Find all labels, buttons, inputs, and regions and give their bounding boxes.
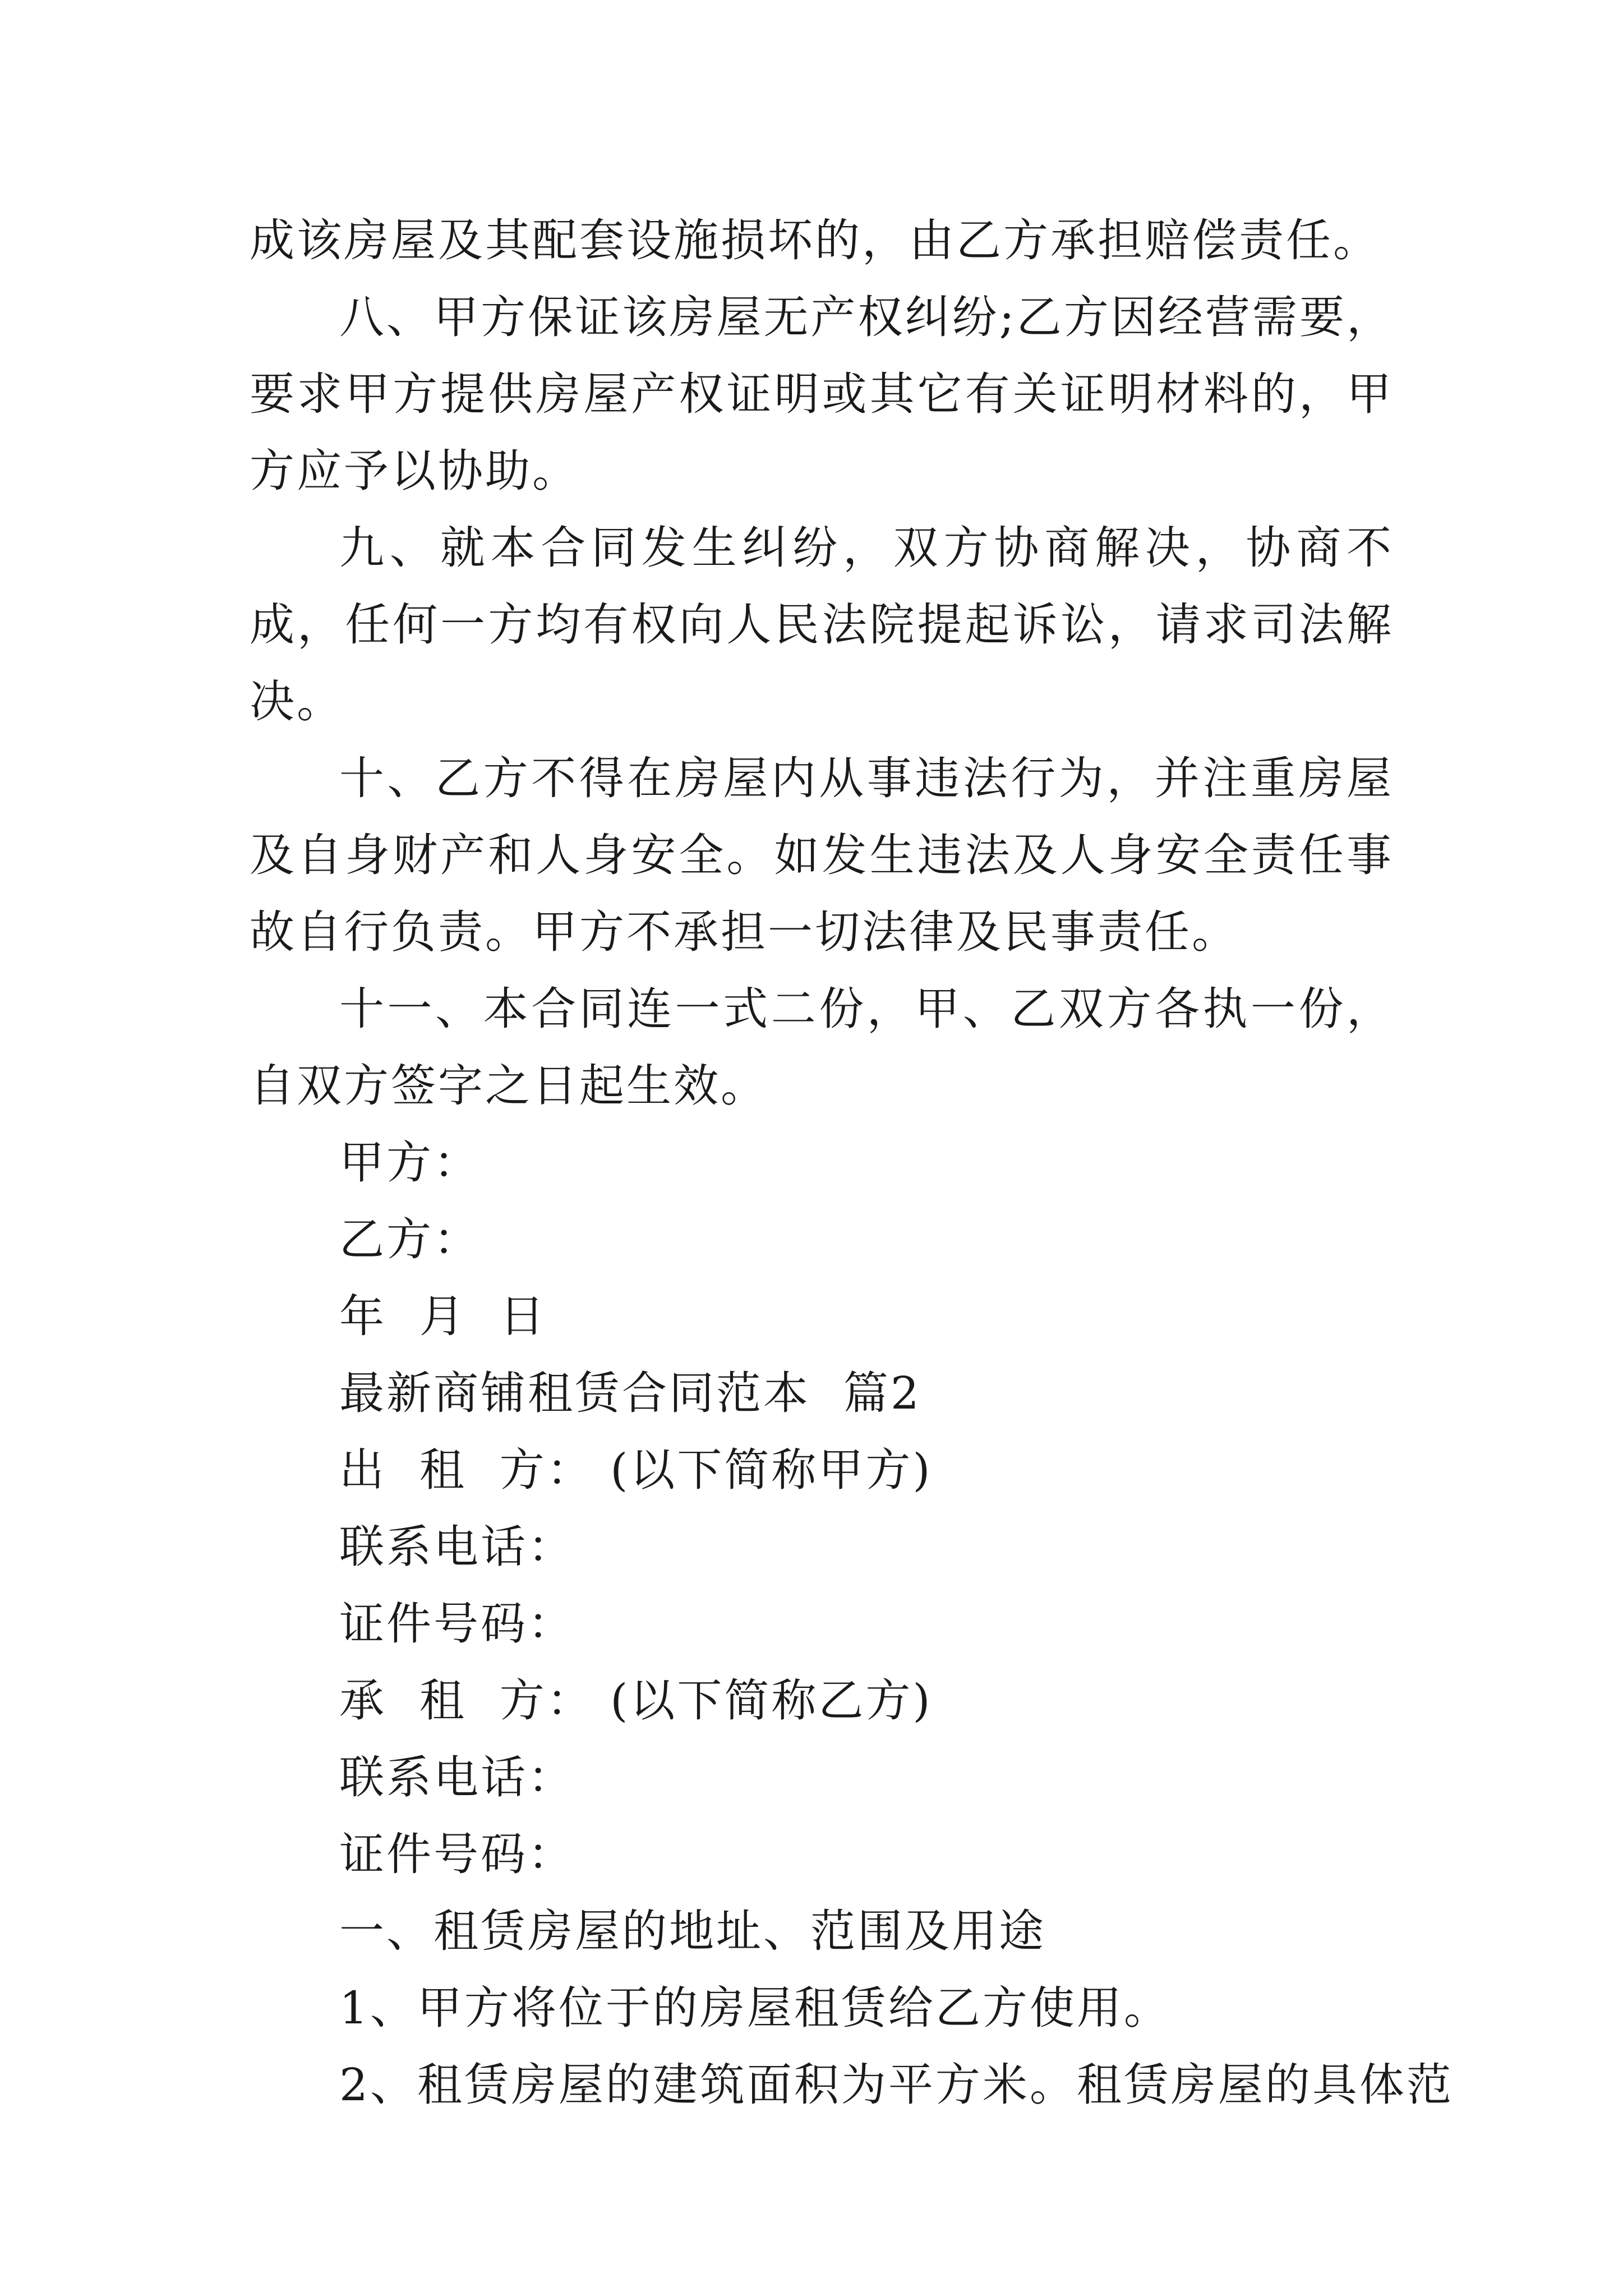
signature-date: 年 月 日 — [339, 1290, 547, 1342]
lessee-line: 承 租 方： (以下简称乙方) — [339, 1674, 933, 1727]
clause-1-item-1: 1、甲方将位于的房屋租赁给乙方使用。 — [339, 1982, 1171, 2034]
lessor-line: 出 租 方： (以下简称甲方) — [339, 1444, 933, 1496]
clause-10: 十、乙方不得在房屋内从事违法行为，并注重房屋及自身财产和人身安全。如发生违法及人身安全责任事故自行负责。甲方不承担一切法律及民事责任。 — [250, 752, 1394, 958]
paragraph-continuation: 成该房屋及其配套设施损坏的，由乙方承担赔偿责任。 — [250, 214, 1380, 266]
document-body — [250, 202, 1454, 2123]
section-title: 最新商铺租赁合同范本 篇2 — [339, 1367, 921, 1419]
lessee-phone-line: 联系电话： — [339, 1751, 575, 1803]
clause-8: 八、甲方保证该房屋无产权纠纷;乙方因经营需要，要求甲方提供房屋产权证明或其它有关证明材料的，甲方应予以协助。 — [250, 291, 1394, 497]
lessor-phone-line: 联系电话： — [339, 1521, 575, 1573]
clause-9: 九、就本合同发生纠纷，双方协商解决，协商不成，任何一方均有权向人民法院提起诉讼，请求司法解决。 — [250, 522, 1394, 728]
clause-11: 十一、本合同连一式二份，甲、乙双方各执一份，自双方签字之日起生效。 — [250, 983, 1394, 1112]
signature-party-a: 甲方： — [339, 1137, 481, 1189]
clause-1-item-2: 2、租赁房屋的建筑面积为平方米。租赁房屋的具体范 — [339, 2059, 1454, 2111]
signature-party-b: 乙方： — [339, 1213, 481, 1266]
lessee-id-line: 证件号码： — [339, 1828, 575, 1880]
lessor-id-line: 证件号码： — [339, 1598, 575, 1650]
clause-1-title: 一、租赁房屋的地址、范围及用途 — [339, 1905, 1046, 1957]
